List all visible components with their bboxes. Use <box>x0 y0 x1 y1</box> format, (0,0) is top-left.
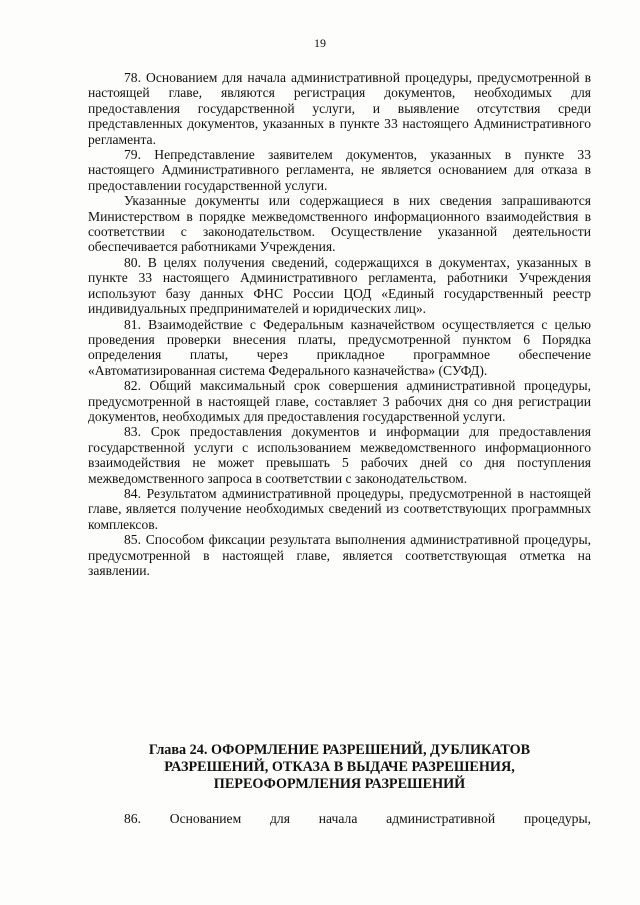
chapter-heading-line-1: Глава 24. ОФОРМЛЕНИЕ РАЗРЕШЕНИЙ, ДУБЛИКАТОВ <box>148 742 531 758</box>
chapter-heading-line-2: РАЗРЕШЕНИЙ, ОТКАЗА В ВЫДАЧЕ РАЗРЕШЕНИЯ, <box>164 759 515 775</box>
paragraph-79-continued: Указанные документы или содержащиеся в них сведения запрашиваются Министерством в порядке межведомственного информационного взаимодействия в соответствии с законодательством. Осуществление указанной деятельности обеспечивается работниками Учреждения. <box>88 193 591 255</box>
chapter-heading-line-3: ПЕРЕОФОРМЛЕНИЯ РАЗРЕШЕНИЙ <box>213 776 466 792</box>
paragraph-81: 81. Взаимодействие с Федеральным казначейством осуществляется с целью проведения проверки внесения платы, предусмотренной пунктом 6 Порядка определения платы, через прикладное программное обеспечение «Автоматизированная система Федерального казначейства» (СУФД). <box>88 316 591 378</box>
page-number: 19 <box>314 36 326 50</box>
document-body <box>88 70 591 578</box>
paragraph-80: 80. В целях получения сведений, содержащихся в документах, указанных в пункте 33 настоящего Административного регламента, работники Учреждения используют базу данных ФНС России ЦОД «Единый государственный реестр индивидуальных предпринимателей и юридических лиц». <box>88 254 591 317</box>
paragraph-85: 85. Способом фиксации результата выполнения административной процедуры, предусмотренной в настоящей главе, является соответствующая отметка на заявлении. <box>88 532 591 578</box>
paragraph-79: 79. Непредставление заявителем документов, указанных в пункте 33 настоящего Административного регламента, не является основанием для отказа в предоставлении государственной услуги. <box>88 147 591 193</box>
paragraph-84: 84. Результатом административной процедуры, предусмотренной в настоящей главе, является получение необходимых сведений из соответствующих программных комплексов. <box>88 485 591 532</box>
paragraph-82: 82. Общий максимальный срок совершения административной процедуры, предусмотренной в настоящей главе, составляет 3 рабочих дня со дня регистрации документов, необходимых для предоставления государственной услуги. <box>88 378 591 424</box>
paragraph-78: 78. Основанием для начала административной процедуры, предусмотренной в настоящей главе, являются регистрация документов, необходимых для предоставления государственной услуги, и выявление отсутствия среди представленных документов, указанных в пункте 33 настоящего Административного регламента. <box>88 70 591 147</box>
chapter-heading <box>88 742 591 793</box>
paragraph-86: 86. Основанием для начала административной процедуры, <box>124 811 591 826</box>
paragraph-83: 83. Срок предоставления документов и информации для предоставления государственной услуги с использованием межведомственного информационного взаимодействия не может превышать 5 рабочих дней со дня поступления межведомственного запроса в соответствии с законодательством. <box>88 424 591 486</box>
